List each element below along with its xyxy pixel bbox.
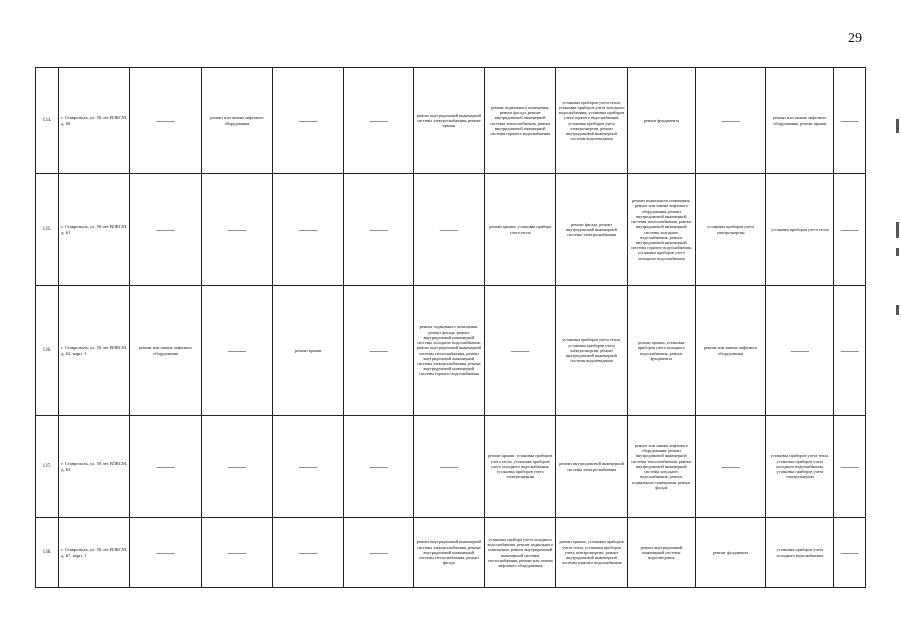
table-cell: ремонт крыши, установка прибора учета тепла — [485, 174, 556, 286]
table-cell: ремонт фасада, ремонт внутридомовой инженерной системы электроснабжения — [556, 174, 627, 286]
table-cell: установка приборов учета тепла, установка приборов учета электроэнергии, ремонт внутридомовой инженерной системы водоотведения — [556, 286, 627, 416]
table-cell: ремонт подвального помещения, ремонт или замена лифтового оборудования, ремонт внутридомовой инженерной системы теплоснабжения, ремонт внутридомовой инженерной системы холодного водоснабжения, ремонт внутридомовой инженерной системы горячего водоснабжения, установка приборов учета холодного водоснабжения — [627, 174, 695, 286]
table-cell: —— — [344, 68, 413, 174]
page-number: 29 — [848, 31, 862, 46]
scan-edge-mark — [896, 119, 899, 133]
table-cell: —— — [201, 518, 272, 588]
repair-schedule-table — [35, 67, 866, 588]
table-cell: —— — [695, 416, 765, 518]
table-cell: —— — [130, 518, 201, 588]
table-cell: ремонт внутридомовой инженерной системы электроснабжения, ремонт крыши — [413, 68, 484, 174]
table-cell: —— — [834, 518, 866, 588]
table-cell: ремонт фундамента — [627, 68, 695, 174]
row-address: г. Ставрополь, ул. 50 лет ВЛКСМ, д. 63 — [59, 416, 130, 518]
table-cell: ремонт подвального помещения, ремонт фасада, ремонт внутридомовой инженерной системы теплоснабжения, ремонт внутридомовой инженерной системы горячего водоснабжения — [485, 68, 556, 174]
table-cell: —— — [695, 68, 765, 174]
table-cell: —— — [201, 174, 272, 286]
table-cell: ремонт фундамента — [695, 518, 765, 588]
table-cell: ремонт крыши, установка приборов учета тепла, установка приборов учета электроэнергии, ремонт внутридомовой инженерной системы горячего водоснабжения — [556, 518, 627, 588]
table-cell: ремонт или замена лифтового оборудования, ремонт внутридомовой инженерной системы теплоснабжения, ремонт внутридомовой инженерной системы холодного водоснабжения, ремонт подвального помещения, ремонт фасада — [627, 416, 695, 518]
table-cell: ремонт крыши — [273, 286, 344, 416]
table-cell: ремонт или замена лифтового оборудования — [201, 68, 272, 174]
scan-edge-mark — [896, 248, 899, 256]
table-cell: —— — [344, 518, 413, 588]
row-address: г. Ставрополь, ул. 50 лет ВЛКСМ, д. 67, корп. 1 — [59, 518, 130, 588]
table-cell: —— — [834, 286, 866, 416]
table-cell: —— — [130, 68, 201, 174]
table-cell: —— — [413, 174, 484, 286]
row-address: г. Ставрополь, ул. 50 лет ВЛКСМ, д. 62, корп. 1 — [59, 286, 130, 416]
table-cell: —— — [766, 286, 834, 416]
table-cell: —— — [834, 174, 866, 286]
row-address: г. Ставрополь, ул. 50 лет ВЛКСМ, д. 60 — [59, 68, 130, 174]
table-row — [36, 174, 866, 286]
table-cell: —— — [344, 286, 413, 416]
row-number: 137. — [36, 416, 59, 518]
table-cell: —— — [834, 416, 866, 518]
table-cell: установка прибора учета холодного водоснабжения, ремонт подвального помещения, ремонт внутридомовой инженерной системы теплоснабжения, ремонт или замена лифтового оборудования — [485, 518, 556, 588]
table-cell: установка приборов учета тепла, установка приборов учета холодного водоснабжения, установка приборов учета горячего водоснабжения, установка приборов учета электроэнергии, ремонт внутридомовой инженерной системы водоотведения — [556, 68, 627, 174]
table-cell: —— — [201, 286, 272, 416]
table-cell: ремонт или замена лифтового оборудования — [695, 286, 765, 416]
table-cell: —— — [130, 174, 201, 286]
table-cell: ремонт или замена лифтового оборудования — [130, 286, 201, 416]
row-address: г. Ставрополь, ул. 50 лет ВЛКСМ, д. 61 — [59, 174, 130, 286]
table-cell: —— — [834, 68, 866, 174]
table-cell: —— — [273, 174, 344, 286]
table-cell: установка приборов учета холодного водоснабжения — [766, 518, 834, 588]
table-cell: установка приборов учета тепла, установка приборов учета холодного водоснабжения, установка приборов учета электроэнергии — [766, 416, 834, 518]
table-cell: ремонт крыши, установка приборов учета холодного водоснабжения, ремонт фундамента — [627, 286, 695, 416]
table-row — [36, 518, 866, 588]
table-cell: ремонт крыши, установка приборов учета тепла, установка приборов учета холодного водоснабжения, установка приборов учета электроэнергии — [485, 416, 556, 518]
table-cell: —— — [273, 518, 344, 588]
table-cell: ремонт подвального помещения, ремонт фасада, ремонт внутридомовой инженерной системы холодного водоснабжения, ремонт внутридомовой инженерной системы теплоснабжения, ремонт внутридомовой инженерной системы электроснабжения, ремонт внутридомовой инженерной системы горячего водоснабжения — [413, 286, 484, 416]
table-cell: —— — [344, 416, 413, 518]
table-cell: —— — [130, 416, 201, 518]
scan-edge-mark — [896, 305, 899, 315]
table-cell: —— — [413, 416, 484, 518]
row-number: 134. — [36, 68, 59, 174]
table-cell: установка приборов учета электроэнергии — [695, 174, 765, 286]
table-cell: ремонт или замена лифтового оборудования, ремонт крыши — [766, 68, 834, 174]
table-cell: —— — [344, 174, 413, 286]
table-cell: —— — [485, 286, 556, 416]
table-cell: —— — [273, 68, 344, 174]
table-cell: ремонт внутридомовой инженерной системы электроснабжения, ремонт внутридомовой инженерной системы теплоснабжения, ремонт фасада — [413, 518, 484, 588]
row-number: 136. — [36, 286, 59, 416]
table-row — [36, 416, 866, 518]
table-row — [36, 286, 866, 416]
table-cell: установка приборов учета тепла — [766, 174, 834, 286]
table-cell: ремонт внутридомовой инженерной системы водоотведения — [627, 518, 695, 588]
table-cell: ремонт внутридомовой инженерной системы электроснабжения — [556, 416, 627, 518]
row-number: 135. — [36, 174, 59, 286]
scan-edge-mark — [896, 222, 899, 238]
row-number: 138. — [36, 518, 59, 588]
table-cell: —— — [201, 416, 272, 518]
table-row — [36, 68, 866, 174]
table-cell: —— — [273, 416, 344, 518]
